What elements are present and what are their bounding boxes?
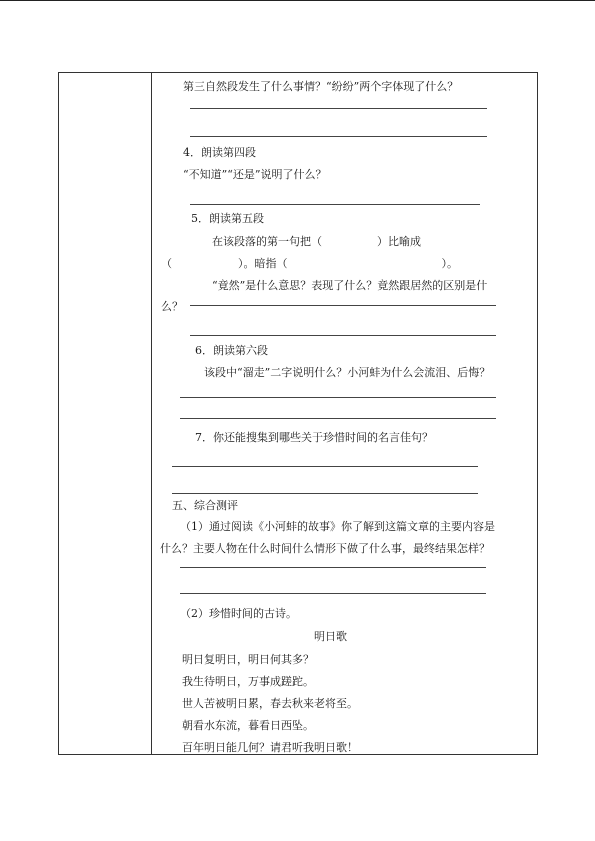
q6-title: 6．朗读第六段 — [195, 344, 268, 357]
poem-line: 我生待明日，万事成蹉跎。 — [182, 675, 314, 688]
poem-title: 明日歌 — [314, 630, 347, 643]
sec5-q1-line-2: 什么？主要人物在什么时间什么情形下做了什么事，最终结果怎样？ — [160, 542, 490, 555]
q4-question: “不知道”“还是”说明了什么？ — [183, 168, 327, 181]
answer-line[interactable] — [190, 305, 496, 306]
q5-line-4: 么？ — [161, 300, 183, 313]
poem-line: 明日复明日，明日何其多？ — [182, 653, 314, 666]
answer-line[interactable] — [190, 136, 487, 137]
q5-line-2: （ ）。暗指（ ）。 — [161, 257, 458, 270]
answer-line[interactable] — [172, 493, 478, 494]
q3-paragraph-question: 第三自然段发生了什么事情？“纷纷”两个字体现了什么？ — [183, 80, 459, 93]
sec5-q1-line-1: （1）通过阅读《小河蚌的故事》你了解到这篇文章的主要内容是 — [180, 520, 495, 533]
q5-title: 5．朗读第五段 — [191, 212, 264, 225]
answer-line[interactable] — [180, 418, 496, 419]
q6-question: 该段中“溜走”二字说明什么？小河蚌为什么会流泪、后悔？ — [204, 366, 491, 379]
answer-line[interactable] — [190, 335, 496, 336]
answer-line[interactable] — [190, 108, 487, 109]
answer-line[interactable] — [190, 204, 480, 205]
sec5-q2: （2）珍惜时间的古诗。 — [180, 607, 297, 620]
poem-line: 百年明日能几何？请君听我明日歌！ — [182, 741, 358, 754]
poem-line: 世人苦被明日累，春去秋来老将至。 — [182, 697, 358, 710]
page-top-rule — [0, 0, 595, 1]
answer-line[interactable] — [180, 593, 486, 594]
q4-title: 4．朗读第四段 — [183, 146, 256, 159]
q5-line-1: 在该段落的第一句把（ ）比喻成 — [212, 235, 421, 248]
answer-line[interactable] — [180, 397, 496, 398]
section-5-title: 五、综合测评 — [172, 499, 238, 512]
table-column-divider — [151, 72, 152, 755]
answer-line[interactable] — [172, 466, 478, 467]
answer-line[interactable] — [180, 567, 486, 568]
q5-line-3: “竟然”是什么意思？表现了什么？竟然跟居然的区别是什 — [212, 279, 488, 292]
q7-question: 7．你还能搜集到哪些关于珍惜时间的名言佳句？ — [195, 431, 433, 444]
poem-line: 朝看水东流，暮看日西坠。 — [182, 719, 314, 732]
